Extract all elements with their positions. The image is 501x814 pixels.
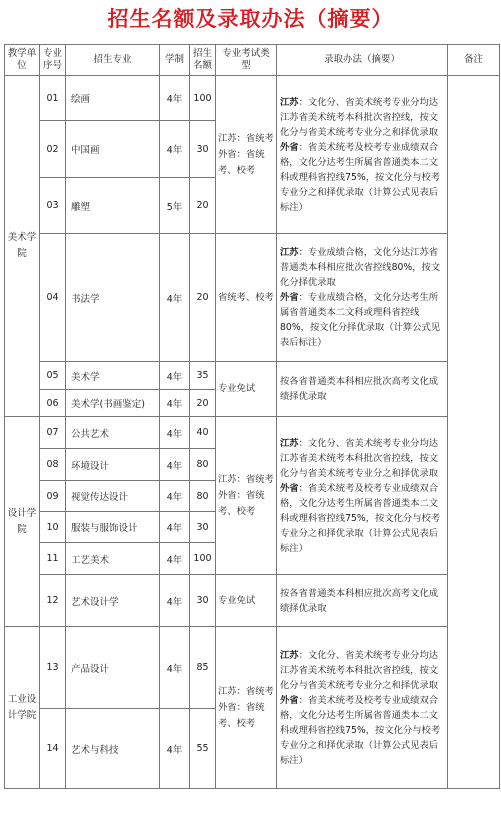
admissions-table: [4, 44, 500, 789]
college-cell: 美术学院: [5, 76, 40, 417]
header-major: 招生专业: [66, 45, 160, 76]
header-method: 录取办法（摘要）: [277, 45, 448, 76]
header-row: [5, 45, 500, 76]
method-cell: 江苏：专业成绩合格，文化分达江苏省普通类本科相应批次省控线80%，按文化分择优录取 外省：专业成绩合格，文化分达考生所属省普通类本二文科或理科省控线80%，按文化分择优录取（计算公式见表后标注）: [277, 234, 448, 362]
page-title: 招生名额及录取办法（摘要）: [107, 6, 394, 31]
table-row: 美术学院 01 绘画 4年 100 江苏：省统考外省：省统考、校考 江苏：文化分、省美术统考专业分均达江苏省美术统考本科批次省控线，按文化分与省美术统考专业分之和择优录取 外省：省美术统考及校考专业成绩双合格，文化分达考生所属省普通类本二文科或理科省控线75%，按文化分与校考专业分之和择优录取（计算公式见表后标注）: [5, 76, 500, 121]
exam-type-cell: 专业免试: [216, 362, 277, 417]
table-row: 工业设计学院 13 产品设计 4年 85 江苏：省统考外省：省统考、校考 江苏：文化分、省美术统考专业分均达江苏省美术统考本科批次省控线，按文化分与省美术统考专业分之和择优录取 外省：省美术统考及校考专业成绩双合格，文化分达考生所属省普通类本二文科或理科省控线75%，按文化分与校考专业分之和择优录取（计算公式见表后标注）: [5, 627, 500, 709]
method-cell: 按各省普通类本科相应批次高考文化成绩择优录取: [277, 362, 448, 417]
table-row: 05 美术学 4年 35 专业免试 按各省普通类本科相应批次高考文化成绩择优录取: [5, 362, 500, 390]
exam-type-cell: 江苏：省统考外省：省统考、校考: [216, 417, 277, 575]
table-row: 14 艺术与科技 4年 55: [5, 709, 500, 789]
header-exam-type: 专业考试类型: [216, 45, 277, 76]
remarks-cell: [448, 76, 500, 789]
exam-type-cell: 省统考、校考: [216, 234, 277, 362]
method-cell: 江苏：文化分、省美术统考专业分均达江苏省美术统考本科批次省控线，按文化分与省美术统考专业分之和择优录取 外省：省美术统考及校考专业成绩双合格，文化分达考生所属省普通类本二文科或理科省控线75%，按文化分与校考专业分之和择优录取（计算公式见表后标注）: [277, 76, 448, 234]
header-college: 教学单位: [5, 45, 40, 76]
table-row: 03 雕塑 5年 20: [5, 178, 500, 234]
method-cell: 江苏：文化分、省美术统考专业分均达江苏省美术统考本科批次省控线，按文化分与省美术统考专业分之和择优录取 外省：省美术统考及校考专业成绩双合格，文化分达考生所属省普通类本二文科或理科省控线75%，按文化分与校考专业分之和择优录取（计算公式见表后标注）: [277, 627, 448, 789]
exam-type-cell: 专业免试: [216, 575, 277, 627]
method-cell: 按各省普通类本科相应批次高考文化成绩择优录取: [277, 575, 448, 627]
table-row: 08 环境设计 4年 80: [5, 449, 500, 481]
table-row: 06 美术学(书画鉴定) 4年 20: [5, 390, 500, 417]
header-major-no: 专业序号: [40, 45, 66, 76]
table-row: 12 艺术设计学 4年 30 专业免试 按各省普通类本科相应批次高考文化成绩择优录取: [5, 575, 500, 627]
table-row: 02 中国画 4年 30: [5, 121, 500, 178]
table-row: 04 书法学 4年 20 省统考、校考 江苏：专业成绩合格，文化分达江苏省普通类本科相应批次省控线80%，按文化分择优录取 外省：专业成绩合格，文化分达考生所属省普通类本二文科或理科省控线80%，按文化分择优录取（计算公式见表后标注）: [5, 234, 500, 362]
header-years: 学制: [160, 45, 190, 76]
exam-type-cell: 江苏：省统考外省：省统考、校考: [216, 76, 277, 234]
method-cell: 江苏：文化分、省美术统考专业分均达江苏省美术统考本科批次省控线，按文化分与省美术统考专业分之和择优录取 外省：省美术统考及校考专业成绩双合格，文化分达考生所属省普通类本二文科或理科省控线75%，按文化分与校考专业分之和择优录取（计算公式见表后标注）: [277, 417, 448, 575]
table-row: 10 服装与服饰设计 4年 30: [5, 512, 500, 543]
college-cell: 设计学院: [5, 417, 40, 627]
header-quota: 招生名额: [190, 45, 216, 76]
table-row: 11 工艺美术 4年 100: [5, 543, 500, 575]
exam-type-cell: 江苏：省统考外省：省统考、校考: [216, 627, 277, 789]
header-remarks: 备注: [448, 45, 500, 76]
college-cell: 工业设计学院: [5, 627, 40, 789]
table-row: 设计学院 07 公共艺术 4年 40 江苏：省统考外省：省统考、校考 江苏：文化分、省美术统考专业分均达江苏省美术统考本科批次省控线，按文化分与省美术统考专业分之和择优录取 外省：省美术统考及校考专业成绩双合格，文化分达考生所属省普通类本二文科或理科省控线75%，按文化分与校考专业分之和择优录取（计算公式见表后标注）: [5, 417, 500, 449]
table-row: 09 视觉传达设计 4年 80: [5, 481, 500, 512]
